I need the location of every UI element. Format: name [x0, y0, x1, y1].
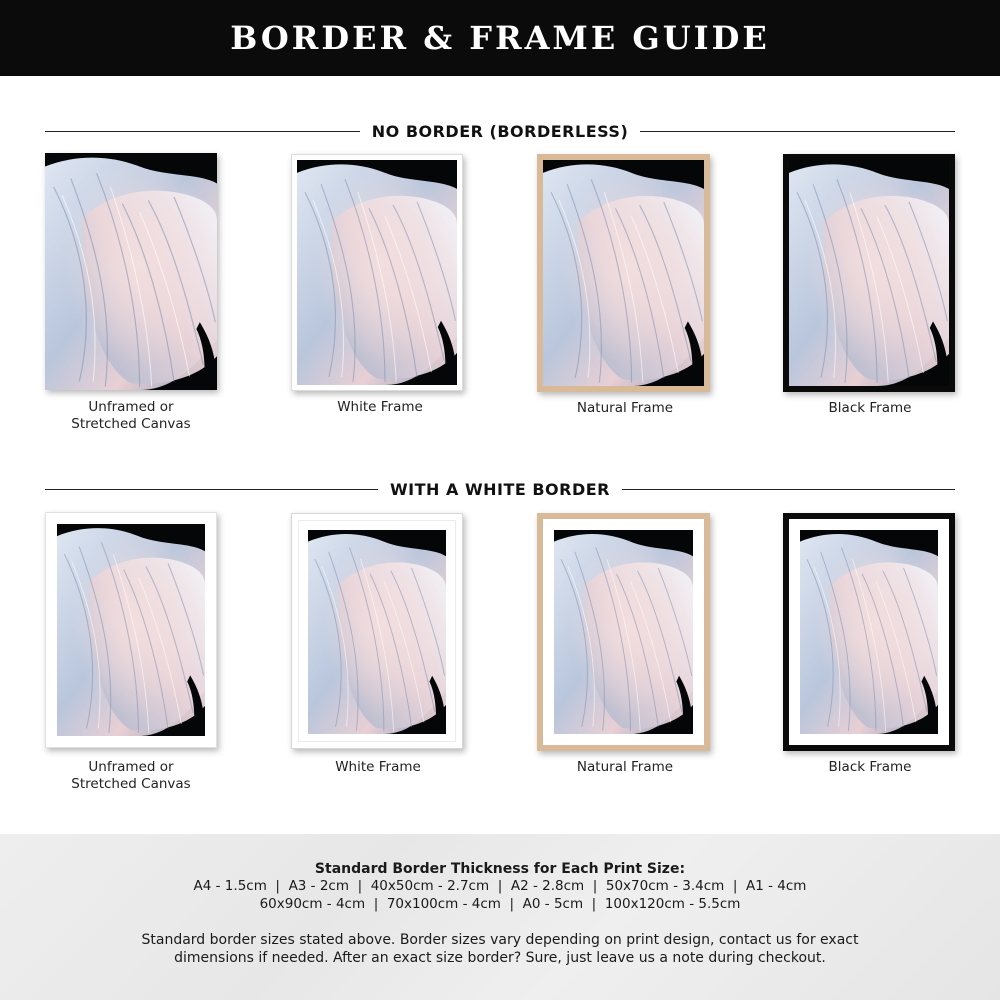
border-sizes-line-2: 60x90cm - 4cm | 70x100cm - 4cm | A0 - 5cm | 100x120cm - 5.5cm [259, 896, 741, 912]
artwork-image [800, 530, 938, 734]
border-thickness-heading: Standard Border Thickness for Each Print Size: [314, 861, 686, 877]
artwork-image [297, 160, 457, 385]
divider-right [640, 131, 955, 132]
caption-white-frame: White Frame [337, 399, 423, 415]
divider-left [45, 131, 360, 132]
divider-right [622, 489, 955, 490]
border-thickness-info [0, 834, 1000, 1000]
caption-black-frame: Black Frame [828, 400, 912, 416]
artwork-image [789, 160, 949, 386]
border-sizes-line-1: A4 - 1.5cm | A3 - 2cm | 40x50cm - 2.7cm | A2 - 2.8cm | 50x70cm - 3.4cm | A1 - 4cm [193, 878, 807, 894]
caption-unframed: Unframed or Stretched Canvas [71, 759, 191, 792]
caption-black-frame: Black Frame [828, 759, 912, 775]
canvas-edge [45, 153, 217, 390]
section-title-borderless: NO BORDER (BORDERLESS) [371, 121, 629, 141]
section-heading-white-border [45, 477, 955, 501]
natural-frame [537, 513, 710, 751]
white-frame [291, 513, 463, 749]
header-banner [0, 0, 1000, 76]
artwork-image [554, 530, 693, 734]
artwork-image [45, 153, 217, 390]
caption-natural-frame: Natural Frame [576, 759, 674, 775]
page-title: BORDER & FRAME GUIDE [230, 19, 770, 57]
border-sizes-note: Standard border sizes stated above. Border sizes vary depending on print design, contact us for exact dimensions if needed. After an exact size border? Sure, just leave us a note during checkout. [141, 932, 859, 966]
artwork-image [308, 530, 446, 734]
section-heading-borderless [45, 119, 955, 143]
black-frame [783, 513, 955, 751]
section-title-white-border: WITH A WHITE BORDER [390, 479, 610, 499]
black-frame [783, 154, 955, 392]
artwork-image [543, 160, 704, 386]
white-border-print [45, 512, 217, 748]
natural-frame [537, 154, 710, 392]
white-frame [291, 154, 463, 391]
artwork-image [57, 524, 205, 736]
divider-left [45, 489, 378, 490]
caption-unframed: Unframed or Stretched Canvas [71, 399, 191, 432]
caption-natural-frame: Natural Frame [576, 400, 674, 416]
caption-white-frame: White Frame [335, 759, 421, 775]
